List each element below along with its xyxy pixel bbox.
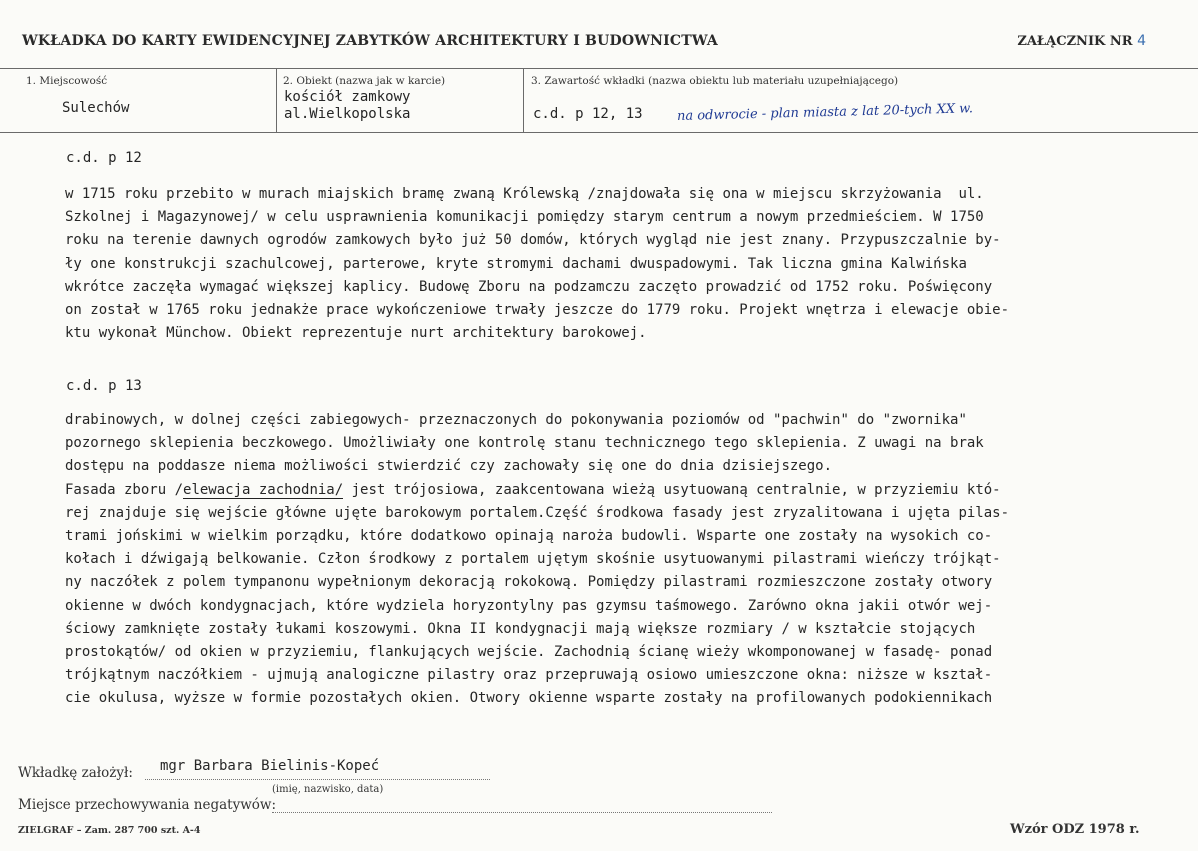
text-line: cie okulusa, wyższe w formie pozostałych okien. Otwory okienne wsparte zostały na profilowanych podokiennikach [65, 690, 993, 707]
negatives-line [272, 812, 772, 813]
text-line: on został w 1765 roku jednakże prace wykończeniowe trwały jeszcze do 1779 roku. Projekt wnętrza i elewacje obie- [65, 302, 1010, 319]
content-label: 3. Zawartość wkładki (nazwa obiektu lub materiału uzupełniającego) [531, 75, 899, 87]
printer-info: ZIELGRAF – Zam. 287 700 szt. A-4 [18, 825, 201, 836]
annex-label-text: ZAŁĄCZNIK NR [1017, 34, 1133, 49]
text-line: rej znajduje się wejście główne ujęte barokowym portalem.Część środkowa fasady jest zryzalitowana i ujęta pilas- [65, 504, 1010, 521]
text-line: Szkolnej i Magazynowej/ w celu usprawnienia komunikacji pomiędzy starym centrum a nowym przedmieściem. W 1750 [65, 209, 984, 226]
text-line: ktu wykonał Münchow. Obiekt reprezentuje nurt architektury barokowej. [65, 325, 647, 342]
handwritten-note: na odwrocie - plan miasta z lat 20-tych XX w. [676, 101, 974, 124]
founder-line [145, 779, 490, 780]
text-line: roku na terenie dawnych ogrodów zamkowych było już 50 domów, których wygląd nie jest znany. Przypuszczalnie by- [65, 232, 1001, 249]
annex-number: 4 [1137, 33, 1146, 49]
section-p13-body [65, 409, 1180, 711]
text-line: ny naczółek z polem tympanonu wypełnionym dekoracją rokokową. Pomiędzy pilastrami rozmieszczone zostały otwory [65, 574, 993, 591]
text-line: kołach i dźwigają belkowanie. Człon środkowy z portalem ujętym skośnie usytuowanymi pilastrami wieńczy trójkąt- [65, 551, 1001, 568]
form-pattern: Wzór ODZ 1978 r. [1010, 822, 1140, 837]
locality-value: Sulechów [62, 100, 130, 116]
text-line-facade [65, 479, 1180, 502]
text-line: w 1715 roku przebito w murach miajskich bramę zwaną Królewską /znajdowała się ona w miejscu skrzyżowania ul. [65, 186, 984, 202]
table-top-border [0, 68, 1198, 69]
text-line: wkrótce zaczęła wymagać większej kaplicy. Budowę Zboru na podzamczu zaczęto prowadzić od 1752 roku. Poświęcony [65, 278, 993, 295]
founder-value: mgr Barbara Bielinis-Kopeć [160, 758, 380, 774]
text-line: okienne w dwóch kondygnacjach, które wydziela horyzontylny pas gzymsu taśmowego. Zarówno okna jakii otwór wej- [65, 597, 993, 614]
column-divider-2 [523, 68, 524, 132]
locality-label: 1. Miejscowość [26, 75, 108, 87]
text-line: drabinowych, w dolnej części zabiegowych- przeznaczonych do pokonywania poziomów od "pachwin" do "zwornika" [65, 412, 967, 428]
table-bottom-border [0, 132, 1198, 133]
text-line: trami jońskimi w wielkim porządku, które dodatkowo opinają naroża budowli. Wsparte one zostały na wysokich co- [65, 528, 993, 545]
section-heading-p13: c.d. p 13 [66, 378, 142, 394]
object-value-line2: al.Wielkopolska [284, 106, 411, 122]
text-line: trójkątnym naczółkiem - ujmują analogiczne pilastry oraz przepruwają osiowo umieszczone okna: niższe w kształ- [65, 667, 993, 684]
column-divider-1 [276, 68, 277, 132]
section-heading-p12: c.d. p 12 [66, 150, 142, 166]
founder-caption: (imię, nazwisko, data) [272, 784, 384, 795]
text-line: ściowy zamknięte zostały łukami koszowymi. Okna II kondygnacji mają większe rozmiary / w kształcie stojących [65, 620, 976, 637]
content-value: c.d. p 12, 13 [533, 106, 643, 122]
text-line: ły one konstrukcji szachulcowej, parterowe, kryte stromymi dachami dwuspadowymi. Tak liczna gmina Kalwińska [65, 255, 967, 272]
text-line: dostępu na poddasze niema możliwości stwierdzić czy zachowały się one do dnia dzisiejszego. [65, 458, 833, 475]
facade-suffix: jest trójosiowa, zaakcentowana wieżą usytuowaną centralnie, w przyziemiu któ- [343, 481, 1001, 498]
text-line: prostokątów/ od okien w przyziemiu, flankujących wejście. Zachodnią ścianę wieży wkomponowanej w fasadę- ponad [65, 644, 993, 661]
document-title: WKŁADKA DO KARTY EWIDENCYJNEJ ZABYTKÓW ARCHITEKTURY I BUDOWNICTWA [22, 33, 718, 49]
section-p12-body [65, 183, 1180, 345]
object-value-line1: kościół zamkowy [284, 89, 411, 105]
facade-underlined: elewacja zachodnia/ [183, 481, 344, 498]
negatives-label: Miejsce przechowywania negatywów: [18, 797, 277, 813]
annex-label [1017, 33, 1146, 49]
facade-prefix: Fasada zboru / [65, 481, 184, 498]
text-line: pozornego sklepienia beczkowego. Umożliwiały one kontrolę stanu technicznego tego sklepienia. Z uwagi na brak [65, 435, 984, 452]
founder-label: Wkładkę założył: [18, 765, 133, 781]
object-label: 2. Obiekt (nazwa jak w karcie) [283, 75, 446, 87]
